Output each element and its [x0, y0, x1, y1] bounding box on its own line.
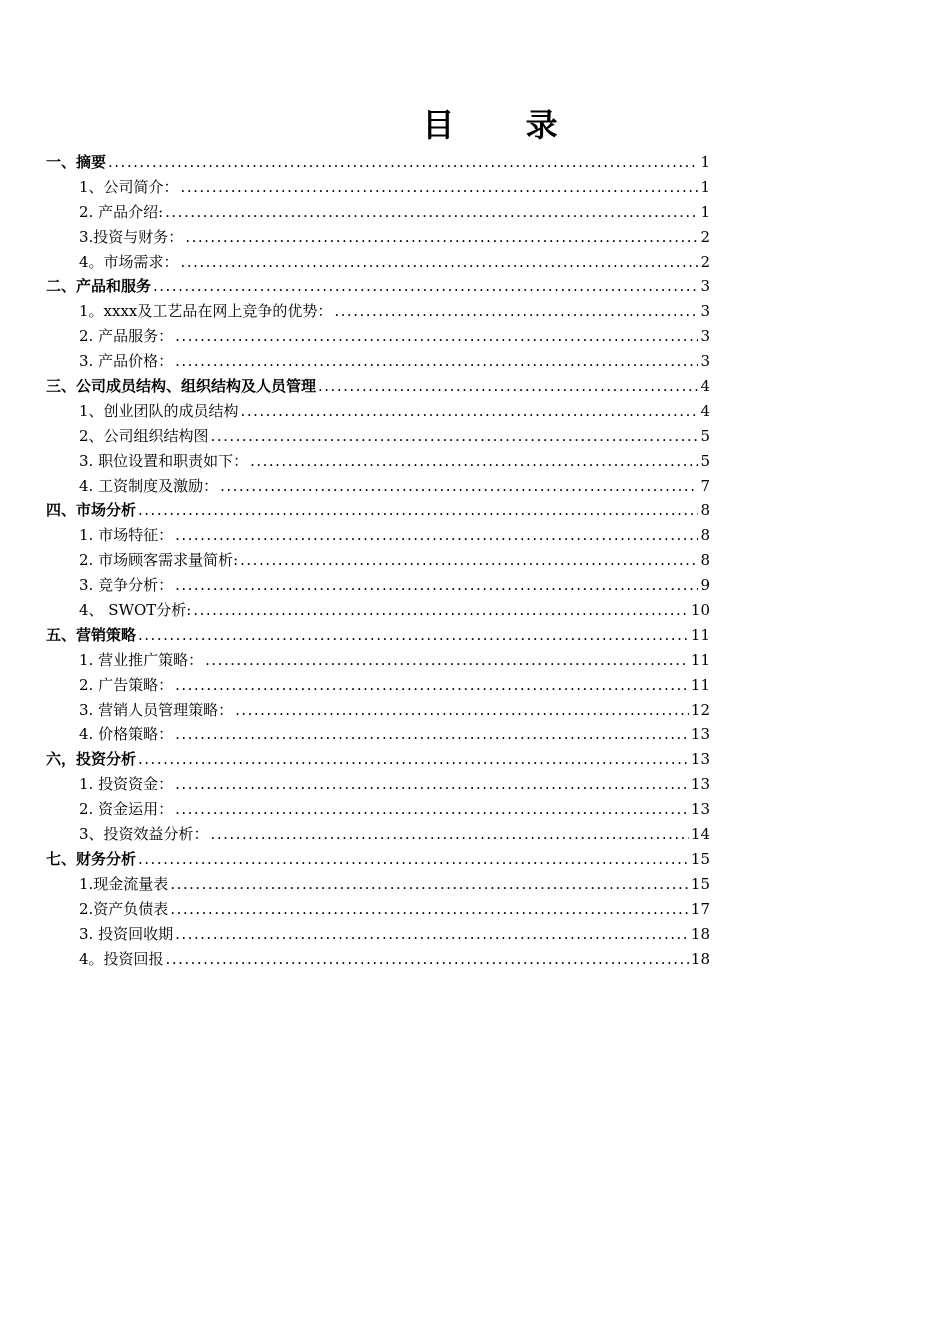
toc-dot-leader: [193, 598, 689, 623]
toc-subsection-entry[interactable]: [46, 474, 710, 499]
toc-page-number: 4: [700, 401, 710, 420]
toc-dot-leader: [241, 399, 698, 424]
toc-page-number: 1: [700, 202, 710, 221]
toc-entry-title: 六，投资分析: [46, 750, 137, 769]
toc-entry-title: 1. 投资资金：: [79, 775, 174, 794]
toc-entry-title: 2.资产负债表: [79, 899, 169, 918]
toc-entry-title: 1、创业团队的成员结构: [79, 401, 239, 420]
toc-subsection-entry[interactable]: [46, 349, 710, 374]
toc-dot-leader: [211, 822, 689, 847]
toc-page-number: 3: [700, 277, 710, 296]
toc-subsection-entry[interactable]: [46, 822, 710, 847]
toc-entry-title: 3. 营销人员管理策略：: [79, 700, 234, 719]
toc-dot-leader: [138, 498, 698, 523]
toc-entry-title: 3. 产品价格：: [79, 352, 174, 371]
toc-subsection-entry[interactable]: [46, 225, 710, 250]
toc-dot-leader: [250, 449, 698, 474]
toc-page-number: 8: [700, 501, 710, 520]
toc-page-number: 2: [700, 227, 710, 246]
toc-page-number: 10: [690, 601, 710, 620]
toc-subsection-entry[interactable]: [46, 449, 710, 474]
toc-page-number: 2: [700, 252, 710, 271]
toc-entry-title: 3. 投资回收期: [79, 924, 174, 943]
toc-section-entry[interactable]: [46, 847, 710, 872]
toc-page-number: 13: [690, 725, 710, 744]
toc-subsection-entry[interactable]: [46, 573, 710, 598]
toc-section-entry[interactable]: [46, 498, 710, 523]
toc-subsection-entry[interactable]: [46, 772, 710, 797]
toc-subsection-entry[interactable]: [46, 200, 710, 225]
toc-page-number: 5: [700, 451, 710, 470]
toc-entry-title: 七、财务分析: [46, 849, 137, 868]
toc-subsection-entry[interactable]: [46, 648, 710, 673]
toc-subsection-entry[interactable]: [46, 897, 710, 922]
toc-entry-title: 四、市场分析: [46, 501, 137, 520]
toc-page-number: 14: [690, 825, 710, 844]
toc-entry-title: 3.投资与财务：: [79, 227, 184, 246]
toc-entry-title: 2. 产品服务：: [79, 327, 174, 346]
toc-page-number: 13: [690, 775, 710, 794]
toc-dot-leader: [175, 797, 689, 822]
toc-dot-leader: [175, 772, 689, 797]
toc-entry-title: 3. 竞争分析：: [79, 576, 174, 595]
toc-entry-title: 4. 价格策略：: [79, 725, 174, 744]
toc-dot-leader: [175, 523, 698, 548]
toc-subsection-entry[interactable]: [46, 698, 710, 723]
toc-page-number: 15: [690, 874, 710, 893]
toc-dot-leader: [175, 349, 698, 374]
toc-section-entry[interactable]: [46, 374, 710, 399]
toc-page-number: 13: [690, 750, 710, 769]
toc-entry-title: 2. 市场顾客需求量简析:: [79, 551, 239, 570]
toc-section-entry[interactable]: [46, 747, 710, 772]
toc-dot-leader: [108, 150, 698, 175]
toc-subsection-entry[interactable]: [46, 673, 710, 698]
toc-dot-leader: [181, 250, 698, 275]
toc-entry-title: 4、 SWOT分析:: [79, 601, 192, 620]
toc-subsection-entry[interactable]: [46, 250, 710, 275]
toc-entry-title: 1. 市场特征：: [79, 526, 174, 545]
toc-entry-title: 2. 产品介绍:: [79, 202, 164, 221]
toc-subsection-entry[interactable]: [46, 722, 710, 747]
toc-dot-leader: [181, 175, 698, 200]
toc-dot-leader: [175, 573, 698, 598]
toc-entry-title: 1、公司简介：: [79, 177, 179, 196]
toc-section-entry[interactable]: [46, 150, 710, 175]
toc-page-number: 11: [690, 625, 710, 644]
toc-page-number: 9: [700, 576, 710, 595]
toc-entry-title: 2. 资金运用：: [79, 800, 174, 819]
table-of-contents: [46, 150, 710, 971]
toc-subsection-entry[interactable]: [46, 947, 710, 972]
toc-subsection-entry[interactable]: [46, 175, 710, 200]
toc-entry-title: 1。xxxx及工艺品在网上竞争的优势：: [79, 302, 333, 321]
toc-subsection-entry[interactable]: [46, 598, 710, 623]
toc-dot-leader: [138, 847, 689, 872]
toc-dot-leader: [138, 623, 689, 648]
toc-entry-title: 4. 工资制度及激励：: [79, 476, 219, 495]
toc-entry-title: 2、公司组织结构图: [79, 426, 209, 445]
toc-entry-title: 二、产品和服务: [46, 277, 152, 296]
toc-section-entry[interactable]: [46, 623, 710, 648]
toc-entry-title: 三、公司成员结构、组织结构及人员管理: [46, 377, 317, 396]
toc-dot-leader: [165, 200, 698, 225]
toc-subsection-entry[interactable]: [46, 922, 710, 947]
toc-page-number: 13: [690, 800, 710, 819]
toc-entry-title: 1. 营业推广策略：: [79, 650, 204, 669]
toc-page-number: 8: [700, 551, 710, 570]
toc-entry-title: 2. 广告策略：: [79, 675, 174, 694]
toc-page-number: 18: [690, 924, 710, 943]
toc-subsection-entry[interactable]: [46, 424, 710, 449]
toc-dot-leader: [170, 872, 689, 897]
toc-page-number: 11: [690, 650, 710, 669]
toc-dot-leader: [175, 922, 689, 947]
toc-dot-leader: [235, 698, 689, 723]
toc-entry-title: 1.现金流量表: [79, 874, 169, 893]
toc-entry-title: 4。市场需求：: [79, 252, 179, 271]
toc-page-number: 5: [700, 426, 710, 445]
toc-dot-leader: [170, 897, 689, 922]
toc-page-number: 3: [700, 327, 710, 346]
toc-dot-leader: [318, 374, 698, 399]
toc-dot-leader: [211, 424, 698, 449]
toc-subsection-entry[interactable]: [46, 523, 710, 548]
toc-dot-leader: [175, 673, 689, 698]
toc-page-number: 3: [700, 302, 710, 321]
toc-page-number: 8: [700, 526, 710, 545]
toc-page-number: 1: [700, 153, 710, 171]
toc-subsection-entry[interactable]: [46, 797, 710, 822]
toc-dot-leader: [175, 324, 698, 349]
toc-entry-title: 4。投资回报: [79, 949, 164, 968]
toc-entry-title: 3. 职位设置和职责如下：: [79, 451, 249, 470]
toc-page-number: 11: [690, 675, 710, 694]
toc-dot-leader: [334, 299, 698, 324]
toc-entry-title: 3、投资效益分析：: [79, 825, 209, 844]
toc-subsection-entry[interactable]: [46, 324, 710, 349]
toc-page-number: 4: [700, 377, 710, 396]
toc-page-number: 15: [690, 849, 710, 868]
toc-dot-leader: [220, 474, 698, 499]
toc-dot-leader: [138, 747, 689, 772]
toc-page-number: 7: [700, 476, 710, 495]
toc-page-number: 12: [690, 700, 710, 719]
toc-dot-leader: [205, 648, 689, 673]
toc-page-number: 3: [700, 352, 710, 371]
toc-page-number: 18: [690, 949, 710, 968]
toc-dot-leader: [153, 274, 698, 299]
toc-subsection-entry[interactable]: [46, 399, 710, 424]
toc-entry-title: 五、营销策略: [46, 625, 137, 644]
toc-page-number: 1: [700, 177, 710, 196]
toc-page-number: 17: [690, 899, 710, 918]
toc-dot-leader: [175, 722, 689, 747]
toc-entry-title: 一、摘要: [46, 153, 107, 171]
toc-subsection-entry[interactable]: [46, 872, 710, 897]
page-title: 目 录: [422, 106, 588, 144]
toc-section-entry[interactable]: [46, 274, 710, 299]
toc-dot-leader: [185, 225, 698, 250]
toc-subsection-entry[interactable]: [46, 548, 710, 573]
toc-dot-leader: [166, 947, 689, 972]
toc-dot-leader: [240, 548, 698, 573]
toc-subsection-entry[interactable]: [46, 299, 710, 324]
